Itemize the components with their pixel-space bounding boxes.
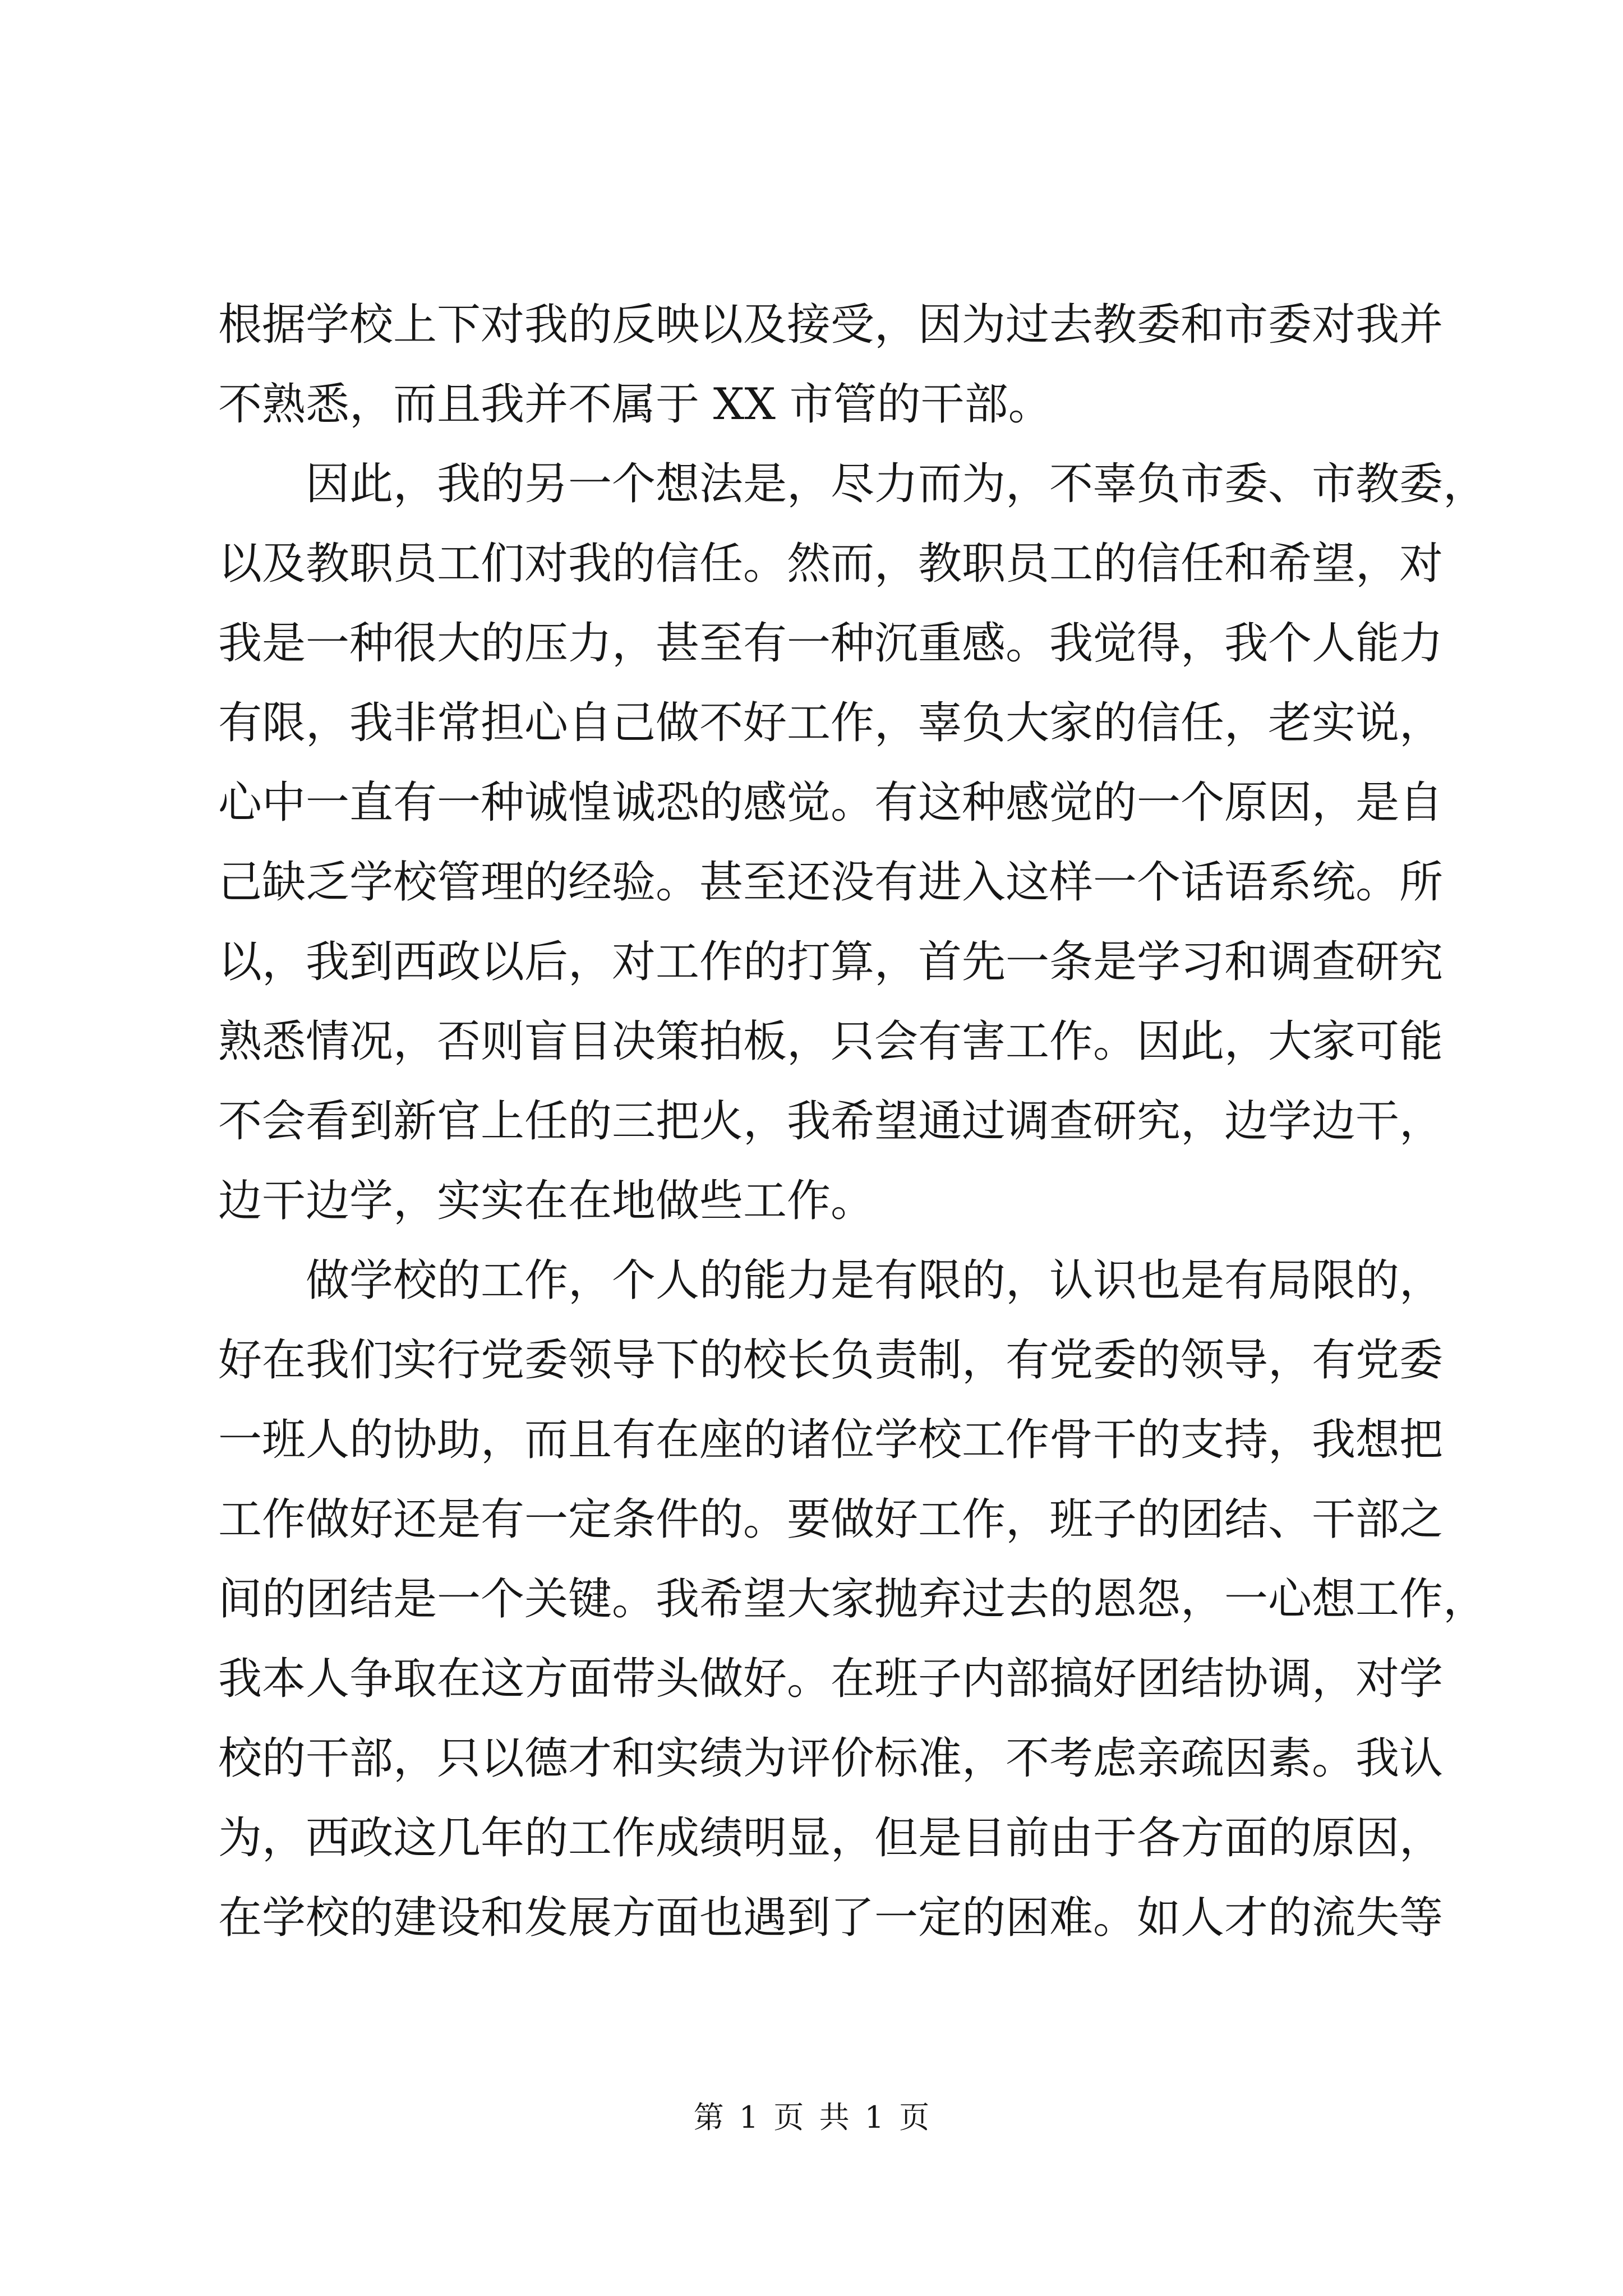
text-line: 不熟悉，而且我并不属于 XX 市管的干部。 bbox=[218, 379, 1052, 430]
document-body bbox=[218, 285, 1487, 1958]
paragraph-3 bbox=[218, 1241, 1487, 1958]
text-line: 己缺乏学校管理的经验。甚至还没有进入这样一个话语系统。所 bbox=[218, 857, 1444, 908]
text-line: 不会看到新官上任的三把火，我希望通过调查研究，边学边干， bbox=[218, 1096, 1444, 1147]
text-line: 以，我到西政以后，对工作的打算，首先一条是学习和调查研究 bbox=[218, 937, 1444, 987]
page-number-footer: 第 1 页 共 1 页 bbox=[693, 2100, 930, 2135]
text-line: 工作做好还是有一定条件的。要做好工作，班子的团结、干部之 bbox=[218, 1494, 1444, 1545]
text-line: 为，西政这几年的工作成绩明显，但是目前由于各方面的原因， bbox=[218, 1813, 1444, 1864]
text-line: 边干边学，实实在在地做些工作。 bbox=[218, 1176, 875, 1226]
text-line: 做学校的工作，个人的能力是有限的，认识也是有局限的， bbox=[306, 1255, 1444, 1306]
text-line: 有限，我非常担心自己做不好工作，辜负大家的信任，老实说， bbox=[218, 698, 1444, 748]
text-line: 我本人争取在这方面带头做好。在班子内部搞好团结协调，对学 bbox=[218, 1654, 1444, 1704]
text-line: 我是一种很大的压力，甚至有一种沉重感。我觉得，我个人能力 bbox=[218, 618, 1444, 669]
text-line: 好在我们实行党委领导下的校长负责制，有党委的领导，有党委 bbox=[218, 1335, 1444, 1386]
text-line: 校的干部，只以德才和实绩为评价标准，不考虑亲疏因素。我认 bbox=[218, 1733, 1444, 1784]
text-line: 一班人的协助，而且有在座的诸位学校工作骨干的支持，我想把 bbox=[218, 1415, 1444, 1465]
paragraph-2 bbox=[218, 444, 1487, 1241]
text-line: 因此，我的另一个想法是，尽力而为，不辜负市委、市教委， bbox=[306, 459, 1487, 509]
text-line: 心中一直有一种诚惶诚恐的感觉。有这种感觉的一个原因，是自 bbox=[218, 777, 1444, 828]
text-line: 根据学校上下对我的反映以及接受，因为过去教委和市委对我并 bbox=[218, 300, 1444, 350]
text-line: 熟悉情况，否则盲目决策拍板，只会有害工作。因此，大家可能 bbox=[218, 1016, 1444, 1067]
paragraph-1 bbox=[218, 285, 1444, 444]
text-line: 间的团结是一个关键。我希望大家抛弃过去的恩怨，一心想工作， bbox=[218, 1574, 1487, 1625]
text-line: 在学校的建设和发展方面也遇到了一定的困难。如人才的流失等 bbox=[218, 1893, 1444, 1943]
text-line: 以及教职员工们对我的信任。然而，教职员工的信任和希望，对 bbox=[218, 539, 1444, 589]
